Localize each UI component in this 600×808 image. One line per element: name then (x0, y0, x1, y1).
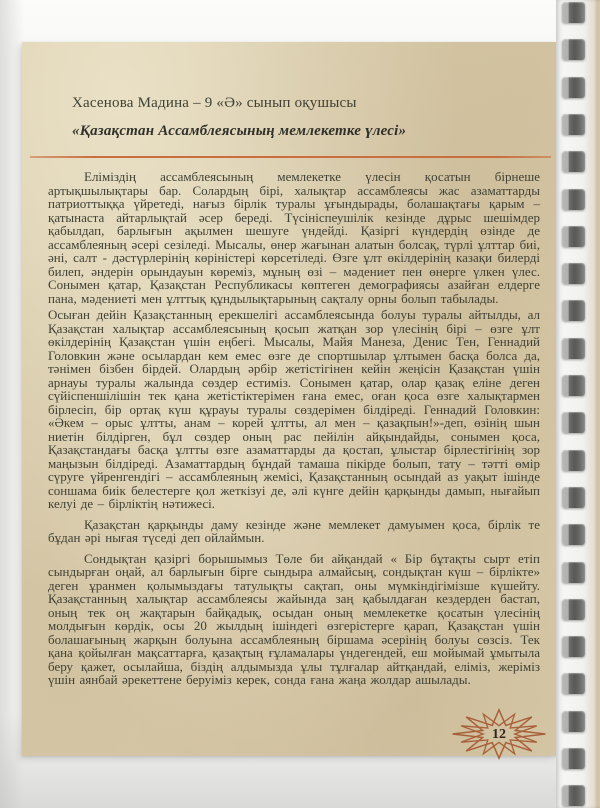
essay-title: «Қазақстан Ассамблеясының мемлекетке үлесі» (72, 123, 407, 139)
essay-paragraph: Еліміздің ассамблеясының мемлекетке үлесін қосатын бірнеше артықшылықтары бар. Солардың бірі, халықтар ассамблеясы жас азаматтарды патриоттыққа үйретеді, нағыз бірлік туралы ұғындырады, болашақтағы қарым – қатынаста айтарлықтай әсер береді. Түсініспеушілік кезінде дұрыс шешімдер қабылдап, барлығын ақылмен шешуге үндейді. Қазіргі күндердің өзінде де ассамблеяның әсері сезіледі. Мысалы, өнер жағынан алатын болсақ, түрлі ұлттар биі, әні, салт - дәстүрлерінің көріністері көрсетіледі. Өзге ұлт өкілдерінің казақи билерді билеп, әндерін орындауын көреміз, мұның өзі – мәдениет пен өнерге үлкен үлес. Сонымен қатар, Қазақстан Республикасы көптеген демографиясы азайған елдерге пана, мәдениеті мен ұлттық құндылықтарының сақталу орны болып табылады. (48, 169, 540, 306)
binding-comb (562, 226, 585, 247)
binding-comb (562, 151, 585, 172)
page-number: 12 (492, 727, 506, 742)
binding-comb (562, 189, 585, 210)
essay-paragraph: Қазақстан қарқынды даму кезінде және мемлекет дамуымен қоса, бірлік те бұдан әрі нығая түседі деп ойлаймын. (48, 516, 540, 545)
author-line: Хасенова Мадина – 9 «Ә» сынып оқушысы (72, 95, 357, 111)
binding-comb (562, 77, 585, 98)
binding-comb (562, 711, 585, 732)
binding-comb (562, 114, 585, 135)
spiral-binding (556, 0, 600, 808)
title-divider (30, 156, 551, 158)
binding-comb (562, 785, 585, 806)
binding-comb (562, 524, 585, 545)
essay-paragraph: Осыған дейін Қазақстанның ерекшелігі ассамблеясында болуы туралы айтылды, ал Қазақстан халықтар ассамблеясының қосып жатқан зор үлесінің бірі – өзге ұлт өкілдерінің Қазақстан үшін еңбегі. Мысалы, Майя Манеза, Денис Тен, Геннадий Головкин және осылардан кем емес өзге де спортшылар ұлтымен басқа болса да, тәнімен бізбен бірдей. Олардың әрбір жетістігінен кейін жеңісін Қазақстан үшін арнауы туралы жалында сөздер естиміз. Сонымен қатар, олар қазақ еліне деген сүйіспеншілішін тек қана жетістіктерімен ғана емес, оған қоса өзге халықтармен бірлесіп, бір ортақ күш құрауы туралы сөздерімен білдіреді. Геннадий Головкин: «Әкем – орыс ұлтты, анам – корей ұлтты, ал мен – қазақпын!»-деп, өзінің шын ниетін білдірген, бұл сөздер оның рас пейілін айқындайды, сонымен қоса, Қазақстандағы басқа ұлтты өзге азаматтарды да қостап, ұлыстар бірлестігінің зор маңызын білдіреді. Азаматтардың бұндай тамаша пікірде болып, тату – тәтті өмір сүруге үйренгендігі – ассамблеяның жемісі, Қазақстанның осындай аз уақыт ішінде соншама биік белестерге қол жеткізуі де, әлі күнге дейін қарқынды дамып, нығайып келуі де – бірліктің нәтижесі. (48, 307, 540, 511)
binding-comb (562, 338, 585, 359)
document-page (22, 42, 557, 756)
binding-comb (562, 300, 585, 321)
essay-paragraph: Сондықтан қазіргі борышымыз Төле би айқандай « Бір бұтақты сырт етіп сындырған оңай, ал барлығын бірге сындыра алмайсың, сондықтан күш – бірлікте» деген ұранмен қолымыздағы татулықты сақтап, оны мүмкіндігімізше күшейту. Қазақстанның халықтар ассамблеясы жайында заң қабылдаған кездерден бастап, оның тек оң жақтарын байқадық, осыдан оның мемлекетке қосатын үлесінің молдығын көрдік, осы 20 жылдың ішіндегі өзгерістерге қарап, Қазақстан үшін болашағының жарқын болуына ассамблеяның біршама әсерінің болуы сөзсіз. Тек қана қойылған мақсаттарға, қазақтың ғұламалары үндегендей, еш мойымай ұмытыла беру қажет, осылайша, біздің алдымызда ұлы тұлғалар айтқандай, еліміз, жеріміз үшін аянбай әрекеттене беруіміз керек, сонда ғана жаңа жолдар ашылады. (48, 550, 540, 687)
binding-comb (562, 487, 585, 508)
binding-comb (562, 2, 585, 23)
binding-comb (562, 599, 585, 620)
page-number-star (452, 708, 546, 760)
binding-comb (562, 673, 585, 694)
essay-body (48, 170, 540, 687)
binding-comb (562, 412, 585, 433)
binding-comb (562, 263, 585, 284)
binding-comb (562, 39, 585, 60)
binding-comb (562, 375, 585, 396)
binding-comb (562, 562, 585, 583)
binding-comb (562, 450, 585, 471)
binding-comb (562, 636, 585, 657)
binding-comb (562, 748, 585, 769)
